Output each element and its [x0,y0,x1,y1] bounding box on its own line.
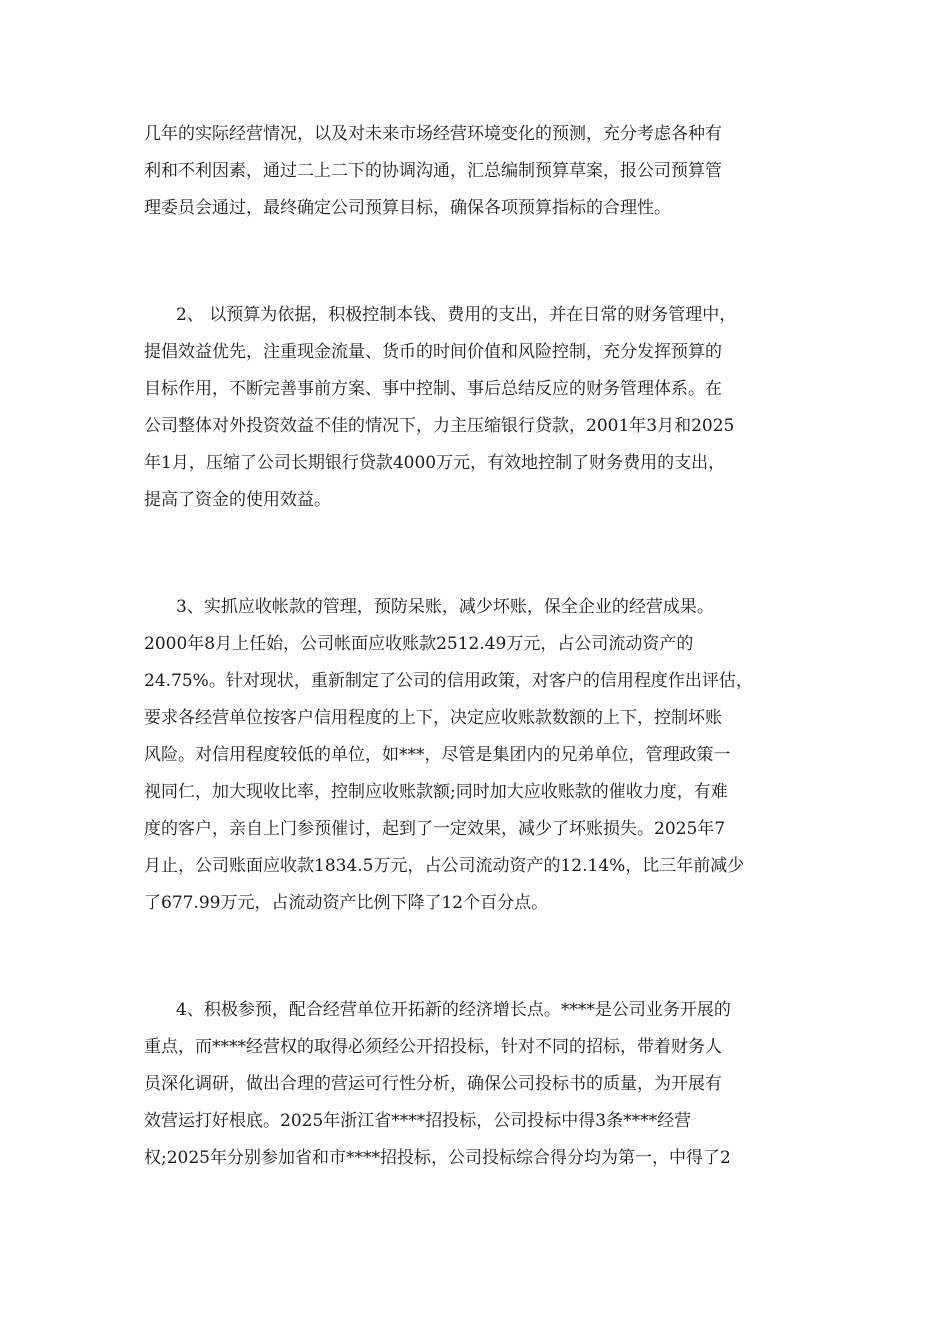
paragraph-3-line-5: 风险。对信用程度较低的单位，如***，尽管是集团内的兄弟单位，管理政策一 [144,745,731,765]
paragraph-4-line-5: 权;2025年分别参加省和市****招投标，公司投标综合得分均为第一，中得了2 [144,1148,731,1168]
paragraph-2-line-1: 2、 以预算为依据，积极控制本钱、费用的支出，并在日常的财务管理中， [176,305,737,325]
paragraph-2-line-6: 提高了资金的使用效益。 [144,490,331,510]
paragraph-3-line-8: 月止，公司账面应收款1834.5万元，占公司流动资产的12.14%，比三年前减少 [144,856,745,876]
paragraph-3-line-7: 度的客户，亲自上门参预催讨，起到了一定效果，减少了坏账损失。2025年7 [144,819,726,839]
paragraph-4-line-4: 效营运打好根底。2025年浙江省****招投标，公司投标中得3条****经营 [144,1111,692,1131]
paragraph-2-line-5: 年1月，压缩了公司长期银行贷款4000万元，有效地控制了财务费用的支出， [144,453,726,473]
paragraph-1-line-1: 几年的实际经营情况，以及对未来市场经营环境变化的预测，充分考虑各种有 [144,124,722,144]
paragraph-2-line-3: 目标作用，不断完善事前方案、事中控制、事后总结反应的财务管理体系。在 [144,379,722,399]
paragraph-4-line-3: 员深化调研，做出合理的营运可行性分析，确保公司投标书的质量，为开展有 [144,1074,722,1094]
paragraph-3-line-6: 视同仁，加大现收比率，控制应收账款额;同时加大应收账款的催收力度，有难 [144,782,728,802]
paragraph-3-line-3: 24.75%。针对现状，重新制定了公司的信用政策，对客户的信用程度作出评估， [144,671,753,691]
paragraph-3-line-1: 3、实抓应收帐款的管理，预防呆账，减少坏账，保全企业的经营成果。 [176,597,714,617]
paragraph-4-line-1: 4、积极参预，配合经营单位开拓新的经济增长点。****是公司业务开展的 [176,1000,731,1020]
paragraph-3-line-9: 了677.99万元，占流动资产比例下降了12个百分点。 [144,893,549,913]
paragraph-4-line-2: 重点，而****经营权的取得必须经公开招投标，针对不同的招标，带着财务人 [144,1037,722,1057]
paragraph-1-line-2: 利和不利因素，通过二上二下的协调沟通，汇总编制预算草案，报公司预算管 [144,161,722,181]
paragraph-3-line-4: 要求各经营单位按客户信用程度的上下，决定应收账款数额的上下，控制坏账 [144,708,722,728]
paragraph-2-line-4: 公司整体对外投资效益不佳的情况下，力主压缩银行贷款，2001年3月和2025 [144,416,735,436]
paragraph-1-line-3: 理委员会通过，最终确定公司预算目标，确保各项预算指标的合理性。 [144,198,671,218]
paragraph-2-line-2: 提倡效益优先，注重现金流量、货币的时间价值和风险控制，充分发挥预算的 [144,342,722,362]
paragraph-3-line-2: 2000年8月上任始，公司帐面应收账款2512.49万元，占公司流动资产的 [144,634,694,654]
